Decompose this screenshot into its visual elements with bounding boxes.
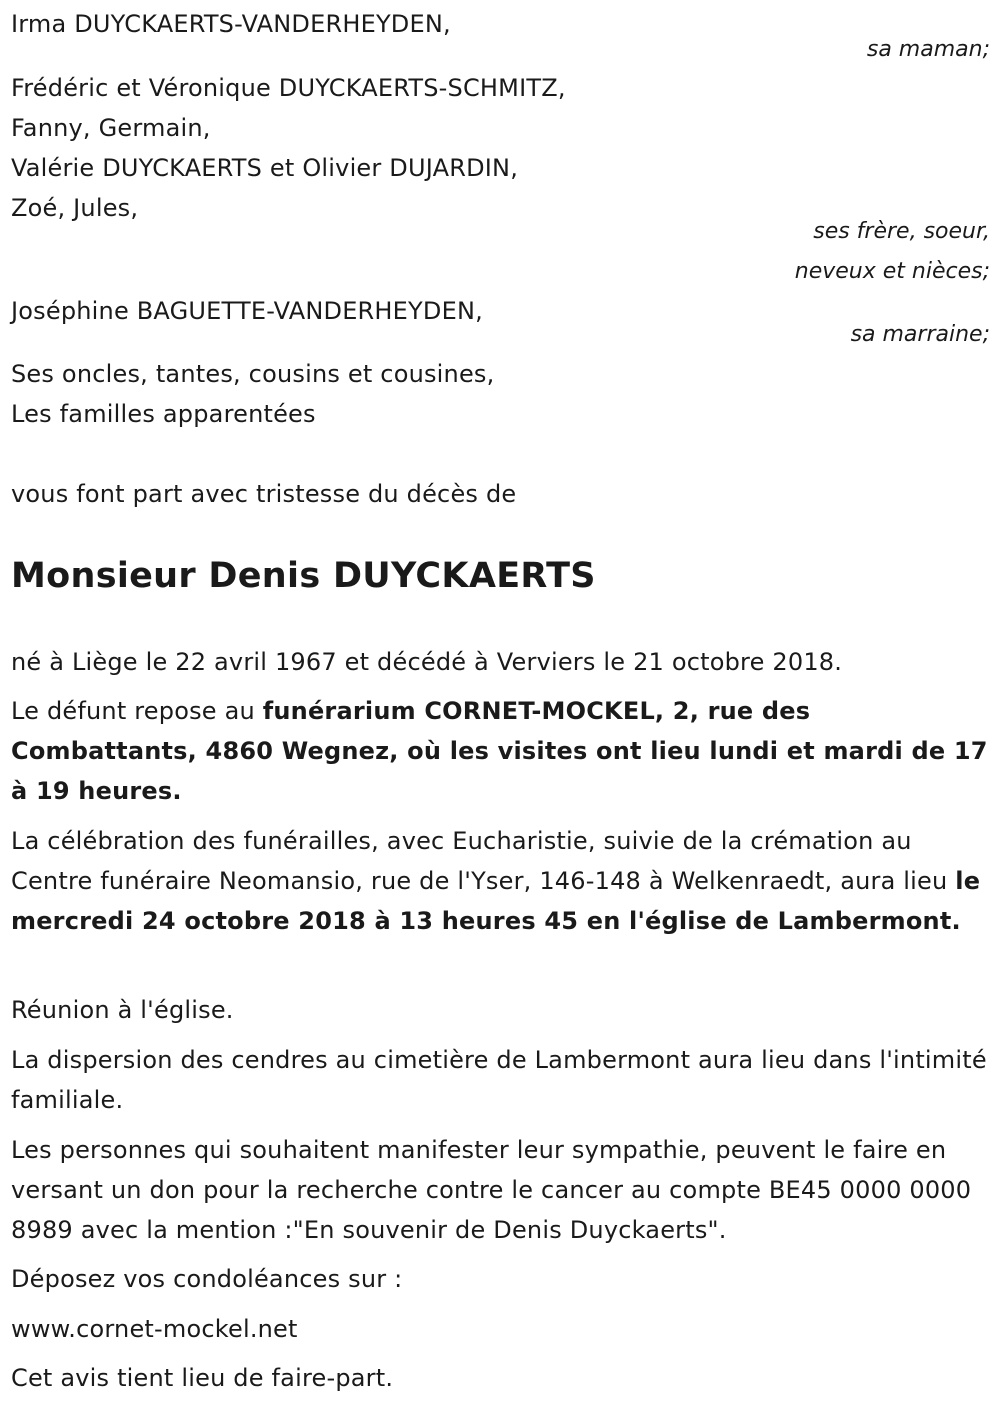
ceremony-prefix: La célébration des funérailles, avec Eucharistie, suivie de la crémation au Centre funéraire Neomansio, rue de l'Yser, 146-148 à Welkenraedt, aura lieu: [11, 827, 956, 895]
family-line-brother-children: Fanny, Germain,: [11, 114, 211, 142]
website-link[interactable]: www.cornet-mockel.net: [11, 1315, 298, 1343]
relation-godmother: sa marraine;: [850, 322, 990, 347]
family-line-relatives: Ses oncles, tantes, cousins et cousines,: [11, 360, 495, 388]
family-line-sister: Valérie DUYCKAERTS et Olivier DUJARDIN,: [11, 154, 519, 182]
condolences-label: Déposez vos condoléances sur :: [11, 1265, 403, 1293]
family-line-brother: Frédéric et Véronique DUYCKAERTS-SCHMITZ,: [11, 74, 566, 102]
ashes-paragraph: La dispersion des cendres au cimetière de Lambermont aura lieu dans l'intimité familiale.: [11, 1046, 987, 1114]
donation-paragraph: Les personnes qui souhaitent manifester leur sympathie, peuvent le faire en versant un don pour la recherche contre le cancer au compte BE45 0000 0000 8989 avec la mention :"En souvenir de Denis Duyckaerts".: [11, 1136, 972, 1244]
ceremony-details: le mercredi 24 octobre 2018 à 13 heures 45 en l'église de Lambermont.: [11, 867, 981, 935]
birth-death-info: né à Liège le 22 avril 1967 et décédé à Verviers le 21 octobre 2018.: [11, 648, 843, 676]
meeting-info: Réunion à l'église.: [11, 996, 234, 1024]
family-line-godmother: Joséphine BAGUETTE-VANDERHEYDEN,: [11, 297, 483, 325]
relation-mother: sa maman;: [866, 37, 990, 62]
deceased-name: Monsieur Denis DUYCKAERTS: [11, 556, 596, 596]
announcement-intro: vous font part avec tristesse du décès de: [11, 480, 517, 508]
relation-siblings: ses frère, soeur,: [813, 219, 990, 244]
visitation-prefix: Le défunt repose au: [11, 697, 263, 725]
family-line-sister-children: Zoé, Jules,: [11, 194, 139, 222]
closing-note: Cet avis tient lieu de faire-part.: [11, 1364, 394, 1392]
visitation-paragraph: [11, 691, 991, 811]
family-line-related-families: Les familles apparentées: [11, 400, 316, 428]
family-line-mother: Irma DUYCKAERTS-VANDERHEYDEN,: [11, 10, 451, 38]
visitation-details: funérarium CORNET-MOCKEL, 2, rue des Combattants, 4860 Wegnez, où les visites ont lieu lundi et mardi de 17 à 19 heures.: [11, 697, 988, 805]
ceremony-paragraph: [11, 821, 991, 941]
relation-nephews: neveux et nièces;: [794, 259, 990, 284]
